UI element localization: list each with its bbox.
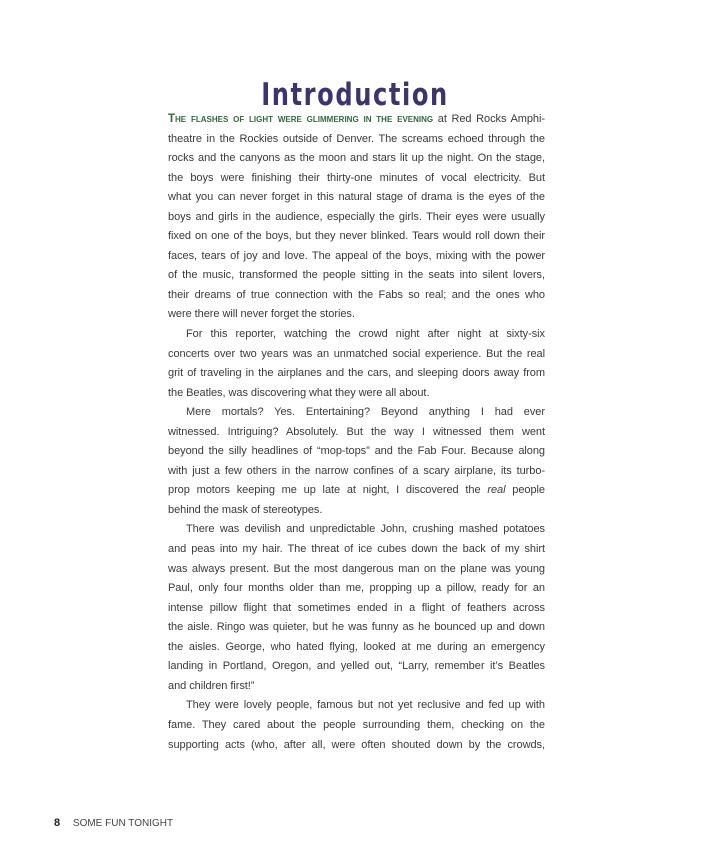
page-footer xyxy=(54,817,173,829)
running-title: SOME FUN TONIGHT xyxy=(72,818,174,829)
chapter-title: Introduction xyxy=(261,76,449,113)
text-line: intense pillow flight that sometimes ended in a flight of feathers across xyxy=(168,601,545,614)
text-line: grit of traveling in the airplanes and the cars, and sleeping doors away from xyxy=(168,367,545,380)
text-line: the Beatles, was discovering what they were all about. xyxy=(168,386,430,399)
text-line: theatre in the Rockies outside of Denver. The screams echoed through the xyxy=(168,132,545,145)
text-line: witnessed. Intriguing? Absolutely. But the way I witnessed them went xyxy=(168,425,545,438)
paragraph xyxy=(168,520,545,696)
lead-in-small-caps: The flashes of light were glimmering in the evening xyxy=(168,113,434,125)
text-line: boys and girls in the audience, especially the girls. Their eyes were usually xyxy=(168,210,545,223)
emphasis: real xyxy=(487,484,506,497)
text-line: their dreams of true connection with the Fabs so real; and the ones who xyxy=(168,288,545,301)
text-line: There was devilish and unpredictable John, crushing mashed potatoes xyxy=(186,523,545,536)
text-line: fixed on one of the boys, but they never blinked. Tears would roll down their xyxy=(168,230,545,243)
text-line: with just a few others in the narrow confines of a scary airplane, its turbo- xyxy=(168,464,545,477)
text-run: at Red Rocks Amphi- xyxy=(433,113,545,125)
text-line: prop motors keeping me up late at night, I discovered the real people xyxy=(168,484,546,497)
text-line: rocks and the canyons as the moon and stars lit up the night. On the stage, xyxy=(168,152,545,165)
text-line: For this reporter, watching the crowd night after night at sixty-six xyxy=(186,328,545,341)
text-line: the aisle. Ringo was quieter, but he was funny as he bounced up and down xyxy=(168,621,545,634)
paragraph xyxy=(168,403,545,520)
paragraph xyxy=(168,110,545,325)
text-line: Mere mortals? Yes. Entertaining? Beyond anything I had ever xyxy=(186,406,545,419)
text-line: fame. They cared about the people surrounding them, checking on the xyxy=(168,718,545,731)
text-line: behind the mask of stereotypes. xyxy=(168,503,323,516)
text-line xyxy=(168,110,545,130)
text-line: Paul, only four months older than me, propping up a pillow, ready for an xyxy=(168,582,545,595)
text-line: and children first!” xyxy=(168,679,255,692)
paragraph xyxy=(168,325,545,403)
text-line: were there will never forget the stories. xyxy=(168,308,355,321)
body-text xyxy=(168,110,545,755)
text-line: supporting acts (who, after all, were often shouted down by the crowds, xyxy=(168,738,545,751)
text-line: They were lovely people, famous but not yet reclusive and fed up with xyxy=(186,699,545,712)
text-line: concerts over two years was an unmatched social experience. But the real xyxy=(168,347,545,360)
text-line: was always present. But the most dangerous man on the plane was young xyxy=(168,562,545,575)
paragraph xyxy=(168,696,545,755)
text-line: the boys were finishing their thirty-one minutes of vocal electricity. But xyxy=(168,171,545,184)
text-line: faces, tears of joy and love. The appeal of the boys, mixing with the power xyxy=(168,249,545,262)
text-line: landing in Portland, Oregon, and yelled out, “Larry, remember it’s Beatles xyxy=(168,660,545,673)
text-line: of the music, transformed the people sitting in the seats into silent lovers, xyxy=(168,269,545,282)
text-line: beyond the silly headlines of “mop-tops” and the Fab Four. Because along xyxy=(168,445,545,458)
text-line: what you can never forget in this natural stage of drama is the eyes of the xyxy=(168,191,545,204)
text-line: the aisles. George, who hated flying, looked at me during an emergency xyxy=(168,640,545,653)
page-number: 8 xyxy=(54,817,61,829)
text-line: and peas into my hair. The threat of ice cubes down the back of my shirt xyxy=(168,543,545,556)
